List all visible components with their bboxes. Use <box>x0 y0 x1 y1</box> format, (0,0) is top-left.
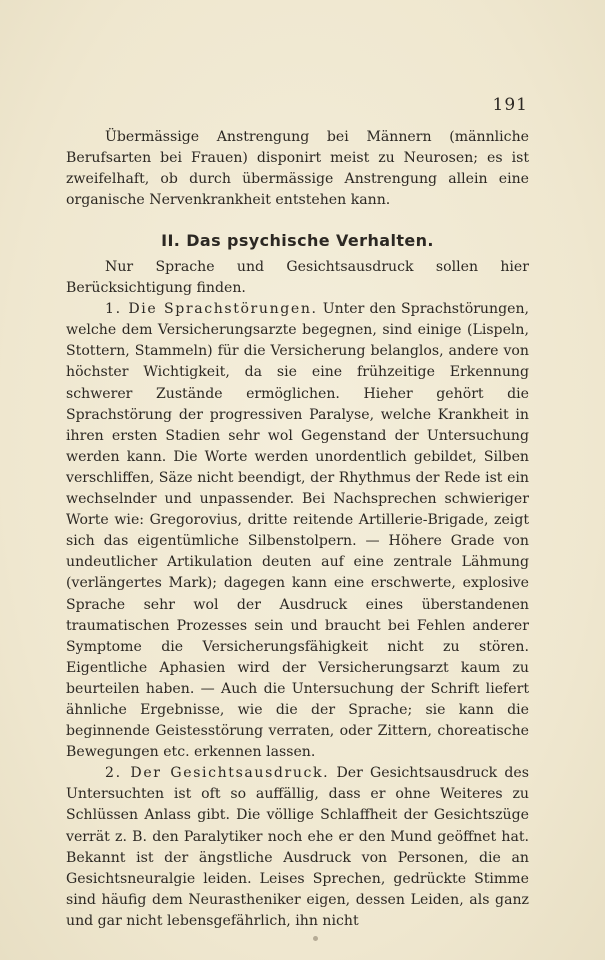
page-ornament-dot <box>313 936 318 941</box>
facial-expression-label: 2. Der Gesichtsausdruck. <box>105 765 330 782</box>
section-body <box>66 257 529 932</box>
speech-disorders-text: Unter den Sprachstörungen, welche dem Versicherungsarzte begegnen, sind einige (Lispeln, Stottern, Stammeln) für die Versicherung belanglos, andere von höchster Wichtigkeit, da sie eine frühzeitige Erkennung schwerer Zustände ermöglichen. Hieher gehört die Sprachstörung der progressiven Paralyse, welche Krankheit in ihren ersten Stadien sehr wol Gegenstand der Untersuchung werden kann. Die Worte werden unordentlich gebildet, Silben verschliffen, Säze nicht beendigt, der Rhythmus der Rede ist ein wechselnder und unpassender. Bei Nachsprechen schwieriger Worte wie: Gregorovius, dritte reitende Artillerie-Brigade, zeigt sich das eigentümliche Silbenstolpern. — Höhere Grade von undeutlicher Artikulation deuten auf eine zentrale Lähmung (verlängertes Mark); dagegen kann eine erschwerte, explosive Sprache sehr wol der Ausdruck eines überstandenen traumatischen Prozesses sein und braucht bei Fehlen anderer Symptome die Versicherungsfähigkeit nicht zu stören. Eigentliche Aphasien wird der Versicherungsarzt kaum zu beurteilen haben. — Auch die Untersuchung der Schrift liefert ähnliche Ergebnisse, wie die der Sprache; sie kann die beginnende Geistesstörung verraten, oder Zittern, choreatische Bewegungen etc. erkennen lassen. <box>66 301 530 761</box>
section-heading: II. Das psychische Verhalten. <box>161 231 434 250</box>
paragraph-text: Übermässige Anstrengung bei Männern (männliche Berufsarten bei Frauen) disponirt meist zu Neurosen; es ist zweifelhaft, ob durch übermässige Anstrengung allein eine organische Nervenkrankheit entstehen kann. <box>66 129 529 209</box>
section-intro-paragraph: Nur Sprache und Gesichtsausdruck sollen hier Berücksichtigung finden. <box>66 259 529 297</box>
facial-expression-paragraph <box>66 763 529 932</box>
speech-disorders-label: 1. Die Sprachstörungen. <box>105 301 318 318</box>
intro-paragraph <box>66 127 529 211</box>
speech-disorders-paragraph <box>66 299 529 763</box>
page-number: 191 <box>492 95 528 115</box>
facial-expression-text: Der Gesichtsausdruck des Untersuchten ist oft so auffällig, dass er ohne Weiteres zu Schlüssen Anlass gibt. Die völlige Schlaffheit der Gesichtszüge verrät z. B. den Paralytiker noch ehe er den Mund geöffnet hat. Bekannt ist der ängstliche Ausdruck von Personen, die an Gesichtsneuralgie leiden. Leises Sprechen, gedrückte Stimme sind häufig dem Neurastheniker eigen, dessen Leiden, als ganz und gar nicht lebensgefährlich, ihn nicht <box>66 765 529 929</box>
